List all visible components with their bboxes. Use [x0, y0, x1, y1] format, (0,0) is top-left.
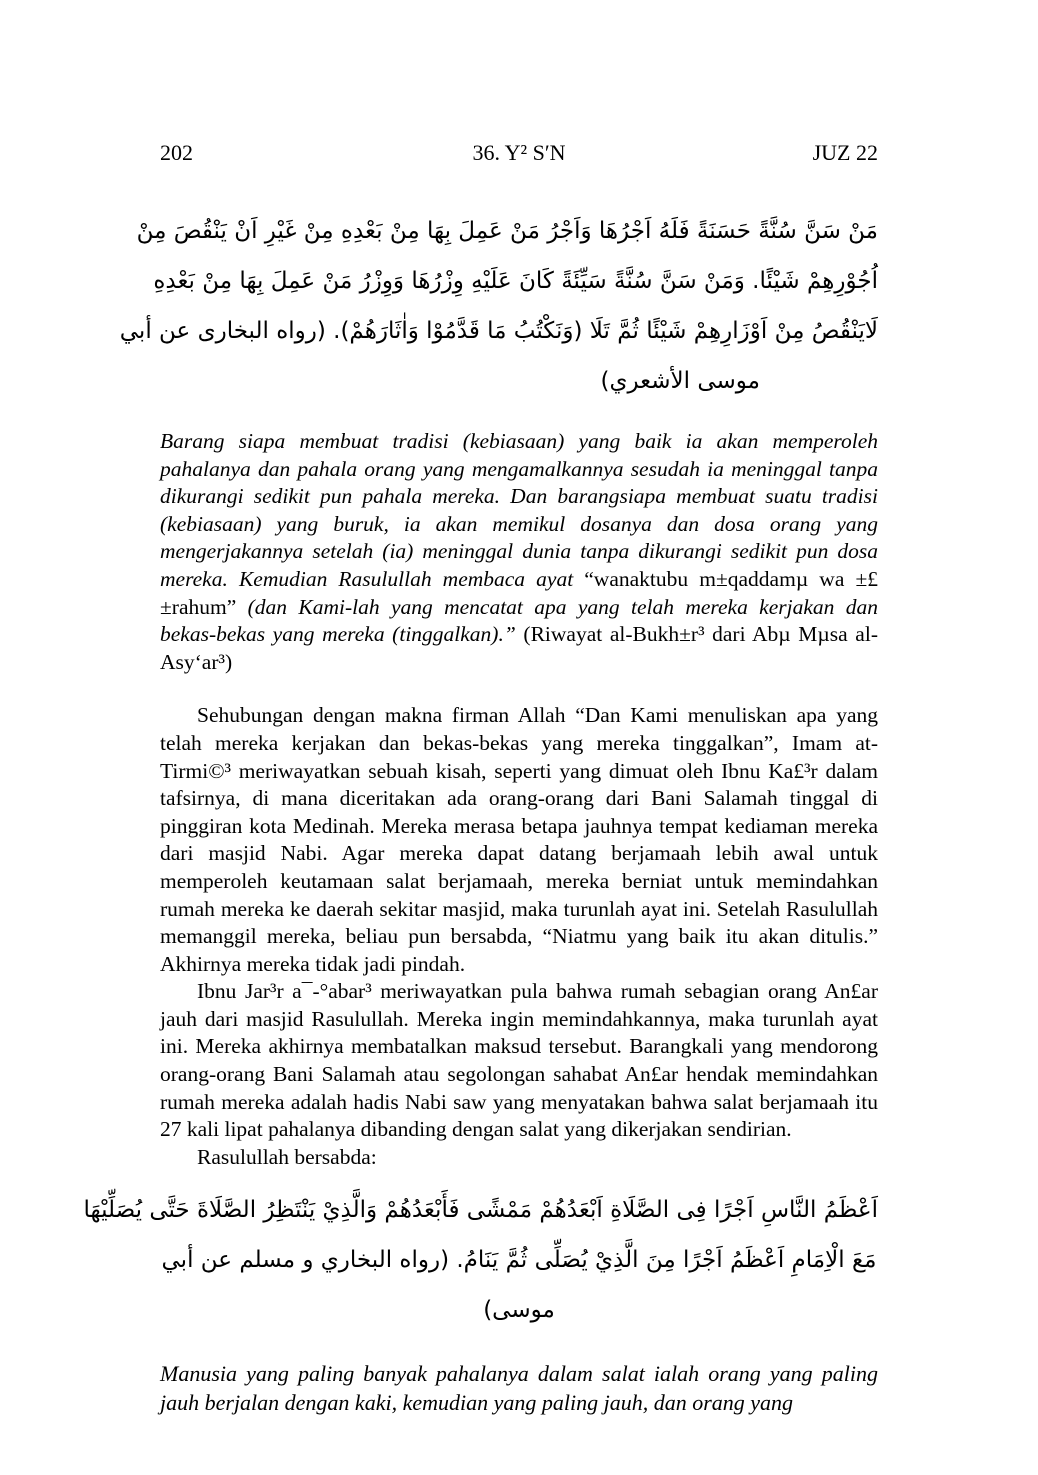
hadith-translation-2: Manusia yang paling banyak pahalanya dalam salat ialah orang yang paling jauh berjalan dengan kaki, kemudian yang paling jauh, dan orang yang: [160, 1361, 878, 1416]
page-header: [160, 140, 878, 166]
page-number: 202: [160, 140, 193, 165]
commentary-paragraph-1: Sehubungan dengan makna firman Allah “Dan Kami menuliskan apa yang telah mereka kerjakan dan bekas-bekas yang mereka tinggalkan”, Imam at-Tirmi©³ meriwayatkan sebuah kisah, seperti yang dimuat oleh Ibnu Ka£³r dalam tafsirnya, di mana diceritakan ada orang-orang dari Bani Salamah tinggal di pinggiran kota Medinah. Mereka merasa betapa jauhnya tempat kediaman mereka dari masjid Nabi. Agar mereka dapat datang berjamaah lebih awal untuk memperoleh keutamaan salat berjamaah, mereka berniat untuk memindahkan rumah mereka ke daerah sekitar masjid, maka turunlah ayat ini. Setelah Rasulullah memanggil mereka, beliau pun bersabda, “Niatmu yang baik itu akan ditulis.” Akhirnya mereka tidak jadi pindah.: [160, 703, 878, 976]
arabic-line: اُجُوْرِهِمْ شَيْئًا. وَمَنْ سَنَّ سُنَّةً سَيِّئَةً كَانَ عَلَيْهِ وِزْرُهَا وَوِزْرُ مَنْ عَمِلَ بِهَا مِنْ بَعْدِهِ: [153, 268, 878, 294]
arabic-line: موسى الأشعري): [600, 368, 760, 394]
hadith-translation-1: [160, 428, 878, 676]
arabic-line: لَايَنْقُصُ مِنْ اَوْزَارِهِمْ شَيْئًا ثُمَّ تَلَا (وَنَكْتُبُ مَا قَدَّمُوْا وَاٰثَارَهُمْ). (رواه البخارى عن أبي: [119, 318, 878, 344]
translation-quoted-ayat: “wanaktubu m±qaddamµ wa ±£±rahum”: [160, 566, 879, 619]
riwayat-attribution: (Riwayat al-Bukh±r³ dari Abµ Mµsa al-Asy‘ar³): [160, 622, 878, 674]
rasulullah-bersabda-line: Rasulullah bersabda:: [197, 1144, 377, 1169]
page-content: [83, 140, 879, 1417]
arabic-line: مَنْ سَنَّ سُنَّةً حَسَنَةً فَلَهُ اَجْرُهَا وَاَجْرُ مَنْ عَمِلَ بِهَا مِنْ بَعْدِهِ مِنْ غَيْرِ اَنْ يَنْقُصَ مِنْ: [136, 218, 878, 244]
arabic-line: مَعَ الْاِمَامِ اَعْظَمُ اَجْرًا مِنَ الَّذِيْ يُصَلِّى ثُمَّ يَنَامُ. (رواه البخاري و مسلم عن أبي موسى): [161, 1247, 877, 1324]
commentary-paragraph-2: Ibnu Jar³r a¯-°abar³ meriwayatkan pula bahwa rumah sebagian orang An£ar jauh dari masjid Rasulullah. Mereka ingin memindahkannya, maka turunlah ayat ini. Mereka akhirnya membatalkan maksud tersebut. Barangkali yang mendorong orang-orang Bani Salamah atau segolongan sahabat An£ar hendak memindahkan rumah mereka adalah hadis Nabi saw yang menyatakan bahwa salat berjamaah itu 27 kali lipat pahalanya dibanding dengan salat yang dikerjakan sendirian.: [160, 979, 878, 1142]
translation-italic-text: (dan Kami-lah yang mencatat apa yang telah mereka kerjakan dan bekas-bekas yang mereka (tinggalkan).”: [160, 594, 878, 647]
hadith-arabic-2: [83, 1185, 878, 1335]
translation-italic-text: Barang siapa membuat tradisi (kebiasaan) yang baik ia akan memperoleh pahalanya dan pahala orang yang mengamalkannya sesudah ia meninggal tanpa dikurangi sedikit pun pahala mereka. Dan barangsiapa membuat suatu tradisi (kebiasaan) yang buruk, ia akan memikul dosanya dan dosa orang yang mengerjakannya setelah (ia) meninggal dunia tanpa dikurangi sedikit pun dosa mereka. Kemudian Rasulullah membaca ayat: [160, 429, 878, 591]
hadith-arabic-1: [119, 206, 878, 406]
arabic-line: اَعْظَمُ النَّاسِ اَجْرًا فِى الصَّلَاةِ اَبْعَدُهُمْ مَمْشًى فَأَبْعَدُهُمْ وَالَّذِيْ يَنْتَظِرُ الصَّلَاةَ حَتَّى يُصَلِّيْهَا: [83, 1197, 878, 1224]
juz-label: JUZ 22: [812, 140, 878, 165]
chapter-title: 36. Y² S′N: [472, 140, 566, 165]
